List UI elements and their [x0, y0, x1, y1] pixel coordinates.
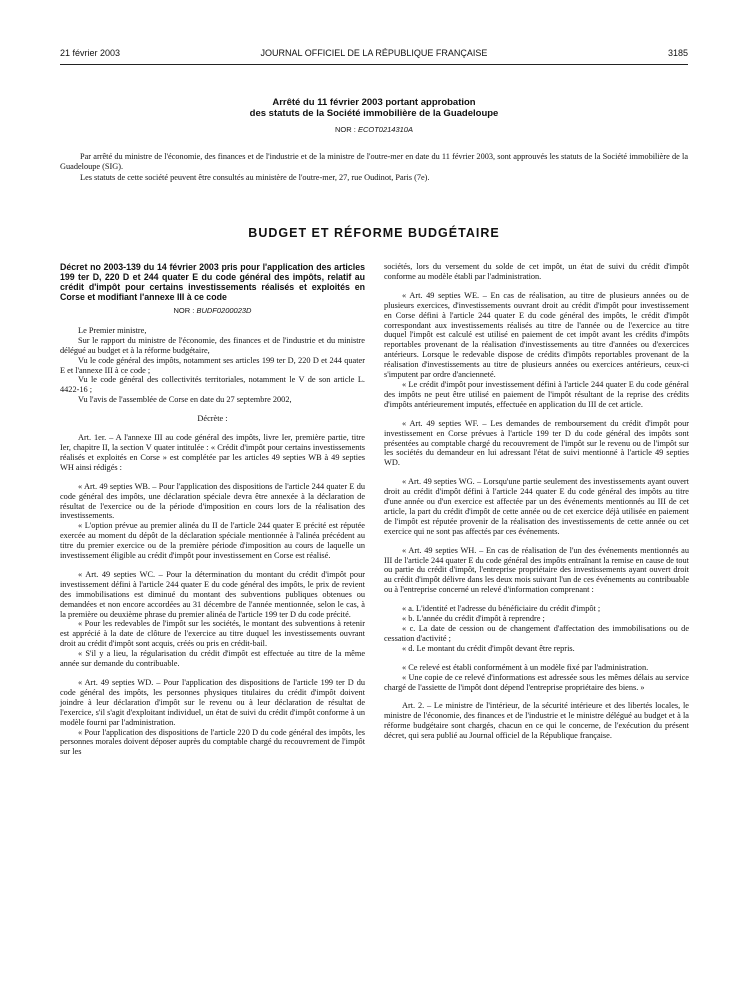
arrete-paragraph: Les statuts de cette société peuvent être consultés au ministère de l'outre-mer, 27, rue Oudinot, Paris (7e). — [80, 172, 430, 182]
decret-paragraph: « Pour l'application des dispositions de l'article 220 D du code général des impôts, les personnes morales doivent déposer auprès du comptable chargé du recouvrement de l'impôt sur les — [60, 727, 365, 757]
arrete-nor-code: ECOT0214310A — [357, 125, 413, 134]
arrete-nor-prefix: NOR : — [335, 125, 358, 134]
decret-paragraph: Vu le code général des impôts, notamment ses articles 199 ter D, 220 D et 244 quater E et l'annexe III à ce code ; — [60, 355, 365, 375]
decret-paragraph: « L'option prévue au premier alinéa du II de l'article 244 quater E précité est réputée exercée au moment du dépôt de la déclaration spéciale mentionnée à l'alinéa précédent au titre du premier exercice ou de la première période d'imposition au cours de laquelle un investissement éligible au crédit d'impôt pour investissement en Corse est réalisé. — [60, 521, 365, 561]
arrete-body — [60, 152, 688, 183]
decret-title: Décret no 2003-139 du 14 février 2003 pris pour l'application des articles 199 ter D, 220 D et 244 quater E du code général des impôts, relatif au crédit d'impôt pour certains investissements réalisés et exploités en Corse et modifiant l'annexe III à ce code — [60, 262, 365, 302]
left-column — [60, 262, 365, 757]
list-item: « b. L'année du crédit d'impôt à reprendre ; — [402, 614, 545, 624]
right-column — [384, 262, 689, 741]
decret-paragraph: « Le crédit d'impôt pour investissement défini à l'article 244 quater E du code général des impôts ne peut être utilisé en paiement de l'impôt résultant de la reprise des crédits d'impôts antérieurement imputés, effectuée en application du III de cet article. — [384, 379, 689, 409]
decret-paragraph: « Ce relevé est établi conformément à un modèle fixé par l'administration. — [402, 662, 649, 672]
decret-paragraph: « Art. 49 septies WD. – Pour l'application des dispositions de l'article 199 ter D du code général des impôts, les personnes physiques titulaires du crédit d'impôt doivent joindre à leur déclaration d'impôt sur le revenu ou à leur déclaration de résultat de l'exercice, s'il s'agit d'exploitant individuel, un état de suivi du crédit d'impôt conforme à un modèle fourni par l'administration. — [60, 678, 365, 727]
arrete-title-line1: Arrêté du 11 février 2003 portant approbation — [272, 97, 476, 108]
list-item: « d. Le montant du crédit d'impôt devant être repris. — [402, 643, 575, 653]
header-date: 21 février 2003 — [60, 48, 121, 58]
arrete-nor — [150, 125, 598, 134]
decret-paragraph: « S'il y a lieu, la régularisation du crédit d'impôt est effectuée au titre de la même année sur demande du contribuable. — [60, 649, 365, 669]
decret-paragraph: Sur le rapport du ministre de l'économie, des finances et de l'industrie et du ministre délégué au budget et à la réforme budgétaire, — [60, 335, 365, 355]
header-journal-title: JOURNAL OFFICIEL DE LA RÉPUBLIQUE FRANÇAISE — [260, 48, 488, 58]
decret-paragraph: « Art. 49 septies WE. – En cas de réalisation, au titre de plusieurs années ou de plusieurs exercices, d'investissements ouvrant droit au crédit d'impôt pour investissement en Corse défini à l'article 244 quater E du code général des impôts, le crédit d'impôt correspondant aux investissements réalisés au titre de l'année ou de l'exercice au titre duquel l'impôt est calculé est utilisé en paiement de cet impôt avant les crédits d'impôts reportables provenant de la réalisation d'investissements au titre d'années ou d'exercices antérieurs. Lorsque le redevable dispose de crédits d'impôts reportables provenant de la réalisation d'investissements au titre de plusieurs années ou exercices antérieurs, ceux-ci s'imputent par ordre d'ancienneté. — [384, 290, 689, 380]
header-rule — [60, 64, 688, 65]
article-2: Art. 2. – Le ministre de l'intérieur, de la sécurité intérieure et des libertés locales, le ministre de l'économie, des finances et de l'industrie et le ministre délégué au budget et à la réforme budgétaire sont chargés, chacun en ce qui le concerne, de l'exécution du présent décret, qui sera publié au Journal officiel de la République française. — [384, 701, 689, 741]
decret-paragraph: Le Premier ministre, — [78, 325, 147, 335]
arrete-title — [150, 97, 598, 119]
page-header — [60, 48, 688, 64]
article-1: Art. 1er. – A l'annexe III au code général des impôts, livre Ier, première partie, titre Ier, chapitre II, la section V quater intitulée : « Crédit d'impôt pour certains investissements réalisés et exploités en Corse » est complétée par les articles 49 septies WB à 49 septies WH ainsi rédigés : — [60, 433, 365, 472]
header-page-number: 3185 — [667, 48, 688, 58]
arrete-paragraph: Par arrêté du ministre de l'économie, des finances et de l'industrie et de la ministre de l'outre-mer en date du 11 février 2003, sont approuvés les statuts de la Société immobilière de la Guadeloupe (SIG). — [60, 152, 688, 172]
decret-paragraph: « Art. 49 septies WC. – Pour la détermination du montant du crédit d'impôt pour investissement défini à l'article 244 quater E du code général des impôts, le prix de revient des immobilisations est diminué du montant des subventions publiques obtenues ou demandées et non encore accordées au 31 décembre de l'année mentionnée, selon le cas, à la première ou deuxième phrase du premier alinéa de l'article 199 ter D du code précité. — [60, 569, 365, 619]
decret-paragraph: Vu le code général des collectivités territoriales, notamment le V de son article L. 4422-16 ; — [60, 375, 365, 395]
decret-paragraph: « Art. 49 septies WF. – Les demandes de remboursement du crédit d'impôt pour investissement en Corse prévues à l'article 199 ter D du code général des impôts sont présentées au comptable chargé du recouvrement de l'impôt sur le revenu ou de l'impôt sur les sociétés du demandeur en lui adressant l'état de suivi mentionné à l'article 49 septies WD. — [384, 418, 689, 468]
list-item: « a. L'identité et l'adresse du bénéficiaire du crédit d'impôt ; — [402, 604, 601, 614]
decret-nor-code: BUDF0200023D — [196, 306, 252, 315]
decret-paragraph: sociétés, lors du versement du solde de cet impôt, un état de suivi du crédit d'impôt conforme au modèle établi par l'administration. — [384, 262, 689, 281]
decrete-line: Décrète : — [197, 414, 228, 424]
decret-nor-prefix: NOR : — [173, 306, 197, 315]
decret-paragraph: « Art. 49 septies WG. – Lorsqu'une partie seulement des investissements ayant ouvert droit au crédit d'impôt défini à l'article 244 quater E du code général des impôts au titre d'une année ou d'un exercice est affectée par un des événements mentionnés au III de cet article, la part du crédit d'impôt de cette année ou de cet exercice déjà utilisée en paiement de l'impôt est réputée provenir de la réalisation des investissements de cette année ou cet exercice qui ne sont pas affectés par ces événements. — [384, 477, 689, 536]
section-title: BUDGET ET RÉFORME BUDGÉTAIRE — [248, 226, 500, 240]
decret-nor — [60, 306, 365, 316]
decret-paragraph: « Pour les redevables de l'impôt sur les sociétés, le montant des subventions à retenir est apprécié à la date de clôture de l'exercice au titre duquel les investissements ouvrant droit au crédit d'impôt sont acquis, créés ou pris en crédit-bail. — [60, 619, 365, 649]
decret-paragraph: « Une copie de ce relevé d'informations est adressée sous les mêmes délais au service chargé de l'assiette de l'impôt dont dépend l'entreprise propriétaire des biens. » — [384, 672, 689, 692]
arrete-title-line2: des statuts de la Société immobilière de la Guadeloupe — [249, 108, 499, 119]
decret-paragraph: « Art. 49 septies WB. – Pour l'application des dispositions de l'article 244 quater E du code général des impôts, une déclaration spéciale devra être annexée à la déclaration de résultat de l'exercice ou de la période d'imposition en cours lors de la réalisation des investissements. — [60, 481, 365, 521]
decret-paragraph: « Art. 49 septies WH. – En cas de réalisation de l'un des événements mentionnés au III de l'article 244 quater E du code général des impôts entraînant la remise en cause de tout ou partie du crédit d'impôt, l'entreprise propriétaire des investissements ayant ouvert droit au crédit d'impôt délivre dans les deux mois suivant l'un de ces événements au contribuable ou à l'entreprise concerné un relevé d'information comprenant : — [384, 545, 689, 595]
list-item: « c. La date de cession ou de changement d'affectation des immobilisations ou de cessation d'activité ; — [384, 624, 689, 643]
decret-paragraph: Vu l'avis de l'assemblée de Corse en date du 27 septembre 2002, — [78, 395, 292, 405]
